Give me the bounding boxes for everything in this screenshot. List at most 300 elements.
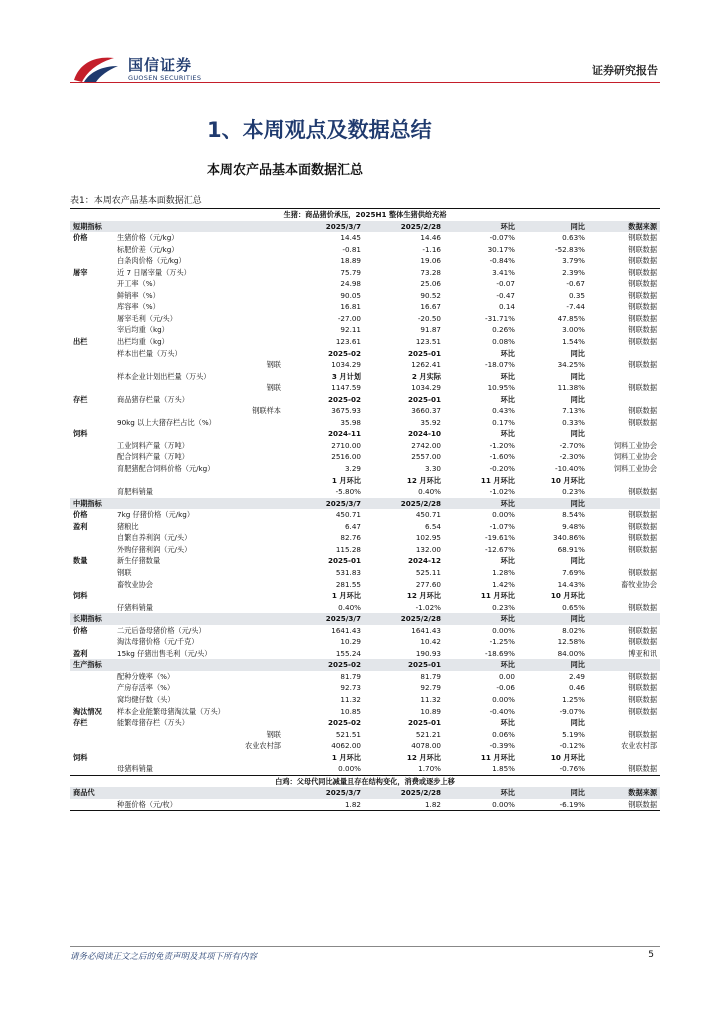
table-cell: [114, 613, 284, 625]
table-cell: -0.12%: [559, 741, 585, 751]
subtitle: 本周农产品基本面数据汇总: [207, 163, 364, 178]
table-row: [70, 694, 660, 706]
table-cell: 14.45: [340, 233, 361, 243]
table-subheader-row: [70, 590, 660, 602]
table-cell: 0.00%: [492, 510, 515, 520]
table-cell: 16.81: [340, 302, 361, 312]
table-cell: [70, 440, 114, 452]
table-cell: 0.33%: [562, 417, 585, 427]
table-row: [70, 532, 660, 544]
table-cell: 525.11: [415, 567, 441, 577]
table-cell: [114, 752, 284, 764]
table-cell: 81.79: [340, 671, 361, 681]
table-cell: -6.19%: [518, 799, 588, 811]
table-cell: 3.00%: [562, 325, 585, 335]
table-cell: -0.39%: [489, 741, 515, 751]
table-cell: 19.06: [420, 256, 441, 266]
table-cell: 2025-01: [364, 659, 444, 671]
table-cell: 1034.29: [411, 383, 441, 393]
table-cell: 同比: [570, 348, 585, 358]
table-caption: 表1：本周农产品基本面数据汇总: [70, 196, 202, 206]
table-cell: [114, 787, 284, 799]
table-cell: 34.25%: [557, 360, 585, 370]
table-section-row: [70, 498, 660, 510]
table-cell: 钢联数据: [628, 694, 658, 704]
table-section-row: [70, 787, 660, 799]
table-cell: 0.40%: [338, 602, 361, 612]
table-cell: [588, 752, 660, 764]
table-row: [70, 417, 660, 429]
table-cell: 10 月环比: [550, 591, 585, 601]
table-cell: -0.07: [496, 279, 515, 289]
table-cell: -0.81: [342, 244, 361, 254]
table-cell: -1.20%: [489, 440, 515, 450]
table-cell: 2.49: [568, 671, 585, 681]
table-cell: 数量: [73, 556, 88, 566]
table-cell: 7.13%: [562, 406, 585, 416]
table-cell: 农业农村部: [245, 741, 281, 751]
table-cell: 0.00%: [492, 625, 515, 635]
table-cell: 81.79: [420, 671, 441, 681]
table-row: [70, 313, 660, 325]
table-cell: 环比: [500, 394, 515, 404]
table-cell: [70, 451, 114, 463]
table-subheader-row: [70, 428, 660, 440]
table-cell: -1.60%: [489, 452, 515, 462]
table-cell: 1.28%: [492, 567, 515, 577]
table-cell: [70, 532, 114, 544]
table-cell: -18.69%: [485, 648, 515, 658]
table-subheader-row: [70, 717, 660, 729]
table-cell: 10.89: [420, 706, 441, 716]
table-cell: -20.50: [417, 313, 441, 323]
table-cell: 123.61: [335, 337, 361, 347]
table-cell: 0.06%: [492, 729, 515, 739]
table-cell: -18.07%: [485, 360, 515, 370]
table-cell: 9.48%: [562, 521, 585, 531]
table-row: [70, 636, 660, 648]
table-cell: 外购仔猪利润（元/头）: [117, 544, 192, 554]
table-cell: 281.55: [335, 579, 361, 589]
table-cell: 340.86%: [553, 533, 585, 543]
table-cell: 宰后均重（kg）: [117, 325, 169, 335]
table-cell: -0.40%: [489, 706, 515, 716]
table-cell: 开工率（%）: [117, 279, 160, 289]
table-cell: 0.00: [498, 671, 515, 681]
table-cell: 畜牧业协会: [117, 579, 153, 589]
table-cell: 1.70%: [418, 764, 441, 774]
table-cell: [70, 255, 114, 267]
table-cell: 12.58%: [557, 637, 585, 647]
table-row: [70, 232, 660, 244]
table-cell: 68.91%: [557, 544, 585, 554]
table-cell: 钢联数据: [628, 533, 658, 543]
table-cell: 12 月环比: [406, 591, 441, 601]
table-cell: 3675.93: [331, 406, 361, 416]
table-cell: 屠宰: [73, 267, 88, 277]
table-cell: 钢联数据: [628, 764, 658, 774]
table-cell: 二元后备母猪价格（元/头）: [117, 625, 206, 635]
table-cell: -1.02%: [489, 487, 515, 497]
table-cell: -10.40%: [555, 464, 585, 474]
table-cell: 115.28: [335, 544, 361, 554]
table-section-row: [70, 221, 660, 233]
table-cell: 0.00%: [492, 694, 515, 704]
table-cell: 2025/3/7: [284, 613, 364, 625]
table-cell: [70, 324, 114, 336]
table-cell: 0.23%: [492, 602, 515, 612]
table-cell: 1262.41: [411, 360, 441, 370]
report-type-label: 证券研究报告: [592, 64, 658, 77]
table-cell: 1.85%: [492, 764, 515, 774]
table-row: [70, 799, 660, 811]
table-cell: [70, 729, 114, 741]
table-cell: [588, 590, 660, 602]
table-cell: 中期指标: [70, 498, 114, 510]
table-cell: 环比: [444, 498, 518, 510]
table-cell: 钢联数据: [628, 233, 658, 243]
table-row: [70, 382, 660, 394]
table-cell: -27.00: [337, 313, 361, 323]
table-cell: 1641.43: [331, 625, 361, 635]
table-section-row: [70, 659, 660, 671]
table-cell: 钢联数据: [628, 671, 658, 681]
table-cell: 同比: [518, 498, 588, 510]
table-cell: 0.00%: [444, 799, 518, 811]
table-cell: 1 月环比: [331, 475, 361, 485]
table-cell: 10 月环比: [550, 752, 585, 762]
table-cell: -31.71%: [485, 313, 515, 323]
table-cell: 数据来源: [588, 221, 660, 233]
table-row: [70, 740, 660, 752]
table-cell: [114, 428, 284, 440]
table-cell: 2025-01: [408, 348, 441, 358]
table-cell: [70, 486, 114, 498]
banner-text: 白鸡：父母代同比减量且存在结构变化，消费或逐步上移: [70, 775, 660, 787]
table-row: [70, 336, 660, 348]
table-cell: 0.26%: [492, 325, 515, 335]
table-cell: 饲料: [73, 752, 88, 762]
table-cell: -7.44: [566, 302, 585, 312]
table-cell: 环比: [500, 429, 515, 439]
table-cell: [588, 717, 660, 729]
table-cell: 0.43%: [492, 406, 515, 416]
table-cell: [70, 567, 114, 579]
table-cell: 环比: [500, 556, 515, 566]
table-row: [70, 682, 660, 694]
table-row: [70, 359, 660, 371]
table-cell: -1.16: [422, 244, 441, 254]
table-cell: 能繁母猪存栏（万头）: [117, 718, 189, 728]
table-cell: 同比: [518, 787, 588, 799]
table-cell: [70, 799, 114, 811]
table-row: [70, 567, 660, 579]
table-cell: 3.79%: [562, 256, 585, 266]
table-cell: 92.73: [340, 683, 361, 693]
table-cell: 1.25%: [562, 694, 585, 704]
table-cell: 2025-01: [328, 556, 361, 566]
table-cell: 0.08%: [492, 337, 515, 347]
table-cell: 3.30: [424, 464, 441, 474]
table-cell: 产房存活率（%）: [117, 683, 175, 693]
table-cell: 淘汰母猪价格（元/千克）: [117, 637, 199, 647]
table-row: [70, 301, 660, 313]
table-cell: 同比: [570, 371, 585, 381]
table-cell: 35.98: [340, 417, 361, 427]
table-cell: 饲料: [73, 429, 88, 439]
table-cell: 2024-11: [328, 429, 361, 439]
table-cell: [588, 371, 660, 383]
table-cell: [70, 382, 114, 394]
table-cell: 钢联数据: [628, 406, 658, 416]
table-cell: [70, 313, 114, 325]
data-summary-table: [70, 208, 660, 811]
table-cell: 3 月计划: [331, 371, 361, 381]
table-cell: 2557.00: [411, 452, 441, 462]
table-cell: [70, 463, 114, 475]
table-cell: 521.21: [415, 729, 441, 739]
table-cell: 2025/2/28: [364, 498, 444, 510]
table-cell: 钢联数据: [628, 302, 658, 312]
table-cell: 11 月环比: [480, 752, 515, 762]
table-cell: 钢联数据: [628, 487, 658, 497]
table-cell: 4062.00: [331, 741, 361, 751]
table-cell: 11 月环比: [480, 591, 515, 601]
table-cell: 钢联数据: [628, 337, 658, 347]
table-cell: 102.95: [415, 533, 441, 543]
table-cell: -0.47: [496, 290, 515, 300]
table-row: [70, 405, 660, 417]
table-cell: 钢联数据: [628, 279, 658, 289]
table-cell: 生产指标: [70, 659, 114, 671]
table-cell: [70, 244, 114, 256]
table-subheader-row: [70, 475, 660, 487]
table-cell: [70, 671, 114, 683]
table-cell: 屠宰毛利（元/头）: [117, 313, 177, 323]
table-cell: -0.84%: [489, 256, 515, 266]
table-cell: 存栏: [73, 718, 88, 728]
table-row: [70, 324, 660, 336]
table-cell: 30.17%: [487, 244, 515, 254]
table-cell: 1034.29: [331, 360, 361, 370]
table-cell: 8.54%: [562, 510, 585, 520]
table-cell: 123.51: [415, 337, 441, 347]
table-cell: 5.19%: [562, 729, 585, 739]
table-cell: 6.47: [344, 521, 361, 531]
table-cell: -1.07%: [489, 521, 515, 531]
table-cell: 2025/3/7: [284, 787, 364, 799]
table-cell: -12.67%: [485, 544, 515, 554]
table-cell: [114, 590, 284, 602]
table-cell: 0.40%: [418, 487, 441, 497]
table-cell: 0.14: [498, 302, 515, 312]
table-cell: 1.82: [364, 799, 444, 811]
table-cell: 钢联数据: [628, 729, 658, 739]
table-cell: 商品代: [70, 787, 114, 799]
table-cell: 47.85%: [557, 313, 585, 323]
table-cell: [114, 659, 284, 671]
table-cell: 猪粮比: [117, 521, 139, 531]
table-cell: 钢联数据: [628, 244, 658, 254]
table-cell: 18.89: [340, 256, 361, 266]
table-cell: 1641.43: [411, 625, 441, 635]
table-cell: 2024-10: [408, 429, 441, 439]
table-cell: 近 7 日屠宰量（万头）: [117, 267, 191, 277]
table-cell: 12 月环比: [406, 475, 441, 485]
table-row: [70, 602, 660, 614]
table-cell: 2025/2/28: [364, 787, 444, 799]
table-cell: 2025/3/7: [284, 221, 364, 233]
table-cell: 钢联数据: [628, 706, 658, 716]
table-cell: -5.80%: [335, 487, 361, 497]
table-cell: 2025-02: [328, 394, 361, 404]
table-cell: 淘汰情况: [73, 706, 102, 716]
table-row: [70, 706, 660, 718]
table-row: [70, 267, 660, 279]
table-cell: 10.42: [420, 637, 441, 647]
table-cell: 521.51: [335, 729, 361, 739]
table-cell: [70, 763, 114, 775]
table-row: [70, 521, 660, 533]
table-cell: 190.93: [415, 648, 441, 658]
table-cell: [70, 405, 114, 417]
table-cell: -0.07%: [489, 233, 515, 243]
table-cell: 84.00%: [557, 648, 585, 658]
table-cell: 91.87: [420, 325, 441, 335]
table-cell: 2025-02: [284, 659, 364, 671]
table-cell: 7kg 仔猪价格（元/kg）: [117, 510, 195, 520]
table-cell: 16.67: [420, 302, 441, 312]
table-subheader-row: [70, 752, 660, 764]
table-cell: 盈利: [73, 648, 88, 658]
table-cell: 钢联样本: [252, 406, 281, 416]
table-cell: 35.92: [420, 417, 441, 427]
table-cell: 出栏均重（kg）: [117, 337, 169, 347]
table-cell: 同比: [570, 556, 585, 566]
table-cell: 育肥猪配合饲料价格（元/kg）: [117, 464, 215, 474]
table-cell: 钢联: [117, 567, 132, 577]
table-cell: 10.95%: [487, 383, 515, 393]
table-cell: 15kg 仔猪出售毛利（元/头）: [117, 648, 212, 658]
table-cell: 钢联数据: [628, 325, 658, 335]
table-cell: 钢联数据: [628, 544, 658, 554]
table-cell: 出栏: [73, 337, 88, 347]
table-cell: 母猪料销量: [117, 764, 153, 774]
table-cell: 钢联数据: [628, 256, 658, 266]
table-cell: 环比: [444, 659, 518, 671]
table-cell: [588, 659, 660, 671]
footer-divider: [70, 946, 660, 947]
table-cell: 博亚和讯: [628, 648, 658, 658]
table-subheader-row: [70, 394, 660, 406]
table-cell: 1.82: [284, 799, 364, 811]
table-cell: [70, 544, 114, 556]
table-cell: 饲料: [73, 591, 88, 601]
table-row: [70, 451, 660, 463]
table-cell: [70, 417, 114, 429]
table-cell: [588, 613, 660, 625]
table-cell: 生猪价格（元/kg）: [117, 233, 179, 243]
table-cell: 2742.00: [411, 440, 441, 450]
table-cell: 标肥价差（元/kg）: [117, 244, 179, 254]
table-cell: 钢联数据: [628, 360, 658, 370]
table-cell: [70, 348, 114, 360]
table-row: [70, 509, 660, 521]
table-cell: 环比: [500, 718, 515, 728]
table-cell: 钢联数据: [628, 417, 658, 427]
table-cell: 0.63%: [562, 233, 585, 243]
table-cell: 钢联数据: [628, 510, 658, 520]
table-cell: 白条肉价格（元/kg）: [117, 256, 186, 266]
table-cell: 钢联数据: [628, 521, 658, 531]
table-row: [70, 486, 660, 498]
table-cell: 钢联数据: [628, 567, 658, 577]
table-cell: 531.83: [335, 567, 361, 577]
table-cell: 2025-02: [328, 348, 361, 358]
table-cell: 1.42%: [492, 579, 515, 589]
table-cell: 环比: [444, 613, 518, 625]
table-row: [70, 729, 660, 741]
table-cell: [70, 278, 114, 290]
table-cell: 数据来源: [588, 787, 660, 799]
table-cell: -0.20%: [489, 464, 515, 474]
table-cell: 仔猪料销量: [117, 602, 153, 612]
logo-text-cn: 国信证券: [128, 56, 193, 74]
table-cell: [114, 498, 284, 510]
table-cell: 同比: [570, 429, 585, 439]
table-cell: 10.85: [340, 706, 361, 716]
table-cell: 14.43%: [557, 579, 585, 589]
table-row: [70, 763, 660, 775]
table-cell: 价格: [73, 625, 88, 635]
table-cell: [70, 301, 114, 313]
table-cell: 饲料工业协会: [613, 464, 658, 474]
table-cell: 2516.00: [331, 452, 361, 462]
table-cell: [70, 740, 114, 752]
table-cell: 育肥料销量: [117, 487, 153, 497]
table-body: [70, 209, 660, 811]
table-cell: 0.65%: [562, 602, 585, 612]
table-cell: 自繁自养利润（元/头）: [117, 533, 192, 543]
table-cell: 90kg 以上大猪存栏占比（%）: [117, 417, 216, 427]
table-row: [70, 463, 660, 475]
table-cell: [588, 475, 660, 487]
table-cell: [588, 428, 660, 440]
table-cell: 样本企业能繁母猪淘汰量（万头）: [117, 706, 225, 716]
table-cell: [70, 682, 114, 694]
table-cell: 钢联: [266, 729, 281, 739]
page-number: 5: [648, 950, 654, 960]
table-cell: 0.17%: [492, 417, 515, 427]
table-cell: 11.32: [340, 694, 361, 704]
table-cell: -0.67: [566, 279, 585, 289]
table-cell: 0.23%: [562, 487, 585, 497]
table-cell: 价格: [73, 510, 88, 520]
table-cell: 2025-01: [408, 718, 441, 728]
table-cell: 同比: [570, 394, 585, 404]
table-cell: 4078.00: [411, 741, 441, 751]
table-cell: 7.69%: [562, 567, 585, 577]
table-cell: 钢联: [266, 383, 281, 393]
table-cell: 450.71: [415, 510, 441, 520]
table-cell: [70, 290, 114, 302]
table-cell: 鲜销率（%）: [117, 290, 160, 300]
table-cell: 11.38%: [557, 383, 585, 393]
table-cell: 2025/2/28: [364, 613, 444, 625]
table-row: [70, 278, 660, 290]
table-cell: 钢联数据: [628, 602, 658, 612]
table-cell: 环比: [500, 371, 515, 381]
